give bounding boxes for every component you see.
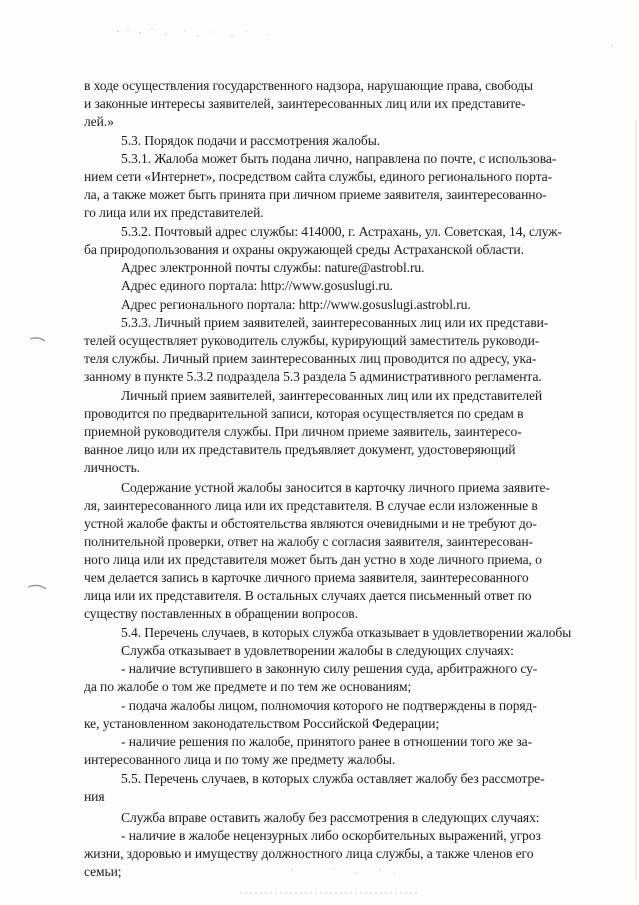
text-line: семьи; xyxy=(84,864,122,879)
text-line: лей.» xyxy=(84,114,114,129)
text-line: Служба отказывает в удовлетворении жалобы в следующих случаях: xyxy=(121,643,514,658)
section-heading: 5.4. Перечень случаев, в которых служба отказывает в удовлетворении жалобы xyxy=(121,625,572,640)
text-line: Содержание устной жалобы заносится в карточку личного приема заявите- xyxy=(121,480,550,495)
portal-address-line: Адрес единого портала: http://www.gosuslugi.ru. xyxy=(121,278,393,293)
text-line: жизни, здоровью и имуществу должностного лица службы, а также членов его xyxy=(84,846,534,861)
section-heading: 5.5. Перечень случаев, в которых служба оставляет жалобу без рассмотре- xyxy=(121,771,545,786)
text-line: ванное лицо или их представитель предъявляет документ, удостоверяющий xyxy=(84,442,516,457)
text-line: Служба вправе оставить жалобу без рассмотрения в следующих случаях: xyxy=(121,810,540,825)
list-item: - наличие вступившего в законную силу решения суда, арбитражного су- xyxy=(121,661,538,676)
section-heading: 5.3. Порядок подачи и рассмотрения жалобы. xyxy=(121,133,381,148)
text-line: лица или их представителя. В остальных случаях дается письменный ответ по xyxy=(84,588,532,603)
text-line: личность. xyxy=(84,460,140,475)
email-address-line: Адрес электронной почты службы: nature@astrobl.ru. xyxy=(121,260,425,275)
text-line: приемной руководителя службы. При личном приеме заявитель, заинтересо- xyxy=(84,424,522,439)
text-line: ного лица или их представителя может быть дан устно в ходе личного приема, о xyxy=(84,552,542,567)
text-line: 5.3.3. Личный прием заявителей, заинтересованных лиц или их представи- xyxy=(121,315,549,330)
text-line: полнительной проверки, ответ на жалобу с согласия заявителя, заинтересован- xyxy=(84,534,533,549)
text-line: го лица или их представителей. xyxy=(84,205,264,220)
text-line: проводится по предварительной записи, которая осуществляется по средам в xyxy=(84,406,524,421)
text-line: да по жалобе о том же предмете и по тем же основаниям; xyxy=(84,679,412,694)
text-line: телей осуществляет руководитель службы, курирующий заместитель руководи- xyxy=(84,333,540,348)
text-line: ния xyxy=(84,789,105,804)
text-line: интересованного лица и по тому же предмету жалобы. xyxy=(84,752,396,767)
text-line: ба природопользования и охраны окружающей среды Астраханской области. xyxy=(84,242,524,257)
list-item: - наличие в жалобе нецензурных либо оскорбительных выражений, угроз xyxy=(121,828,541,843)
text-line: ля, заинтересованного лица или их представителя. В случае если изложенные в xyxy=(84,498,538,513)
text-line: чем делается запись в карточке личного приема заявителя, заинтересованного xyxy=(84,570,529,585)
text-line: 5.3.2. Почтовый адрес службы: 414000, г. Астрахань, ул. Советская, 14, служ- xyxy=(121,224,562,239)
text-line: нием сети «Интернет», посредством сайта службы, единого регионального порта- xyxy=(84,169,553,184)
regional-portal-line: Адрес регионального портала: http://www.gosuslugi.astrobl.ru. xyxy=(121,297,471,312)
list-item: - наличие решения по жалобе, принятого ранее в отношении того же за- xyxy=(121,734,533,749)
text-line: и законные интересы заявителей, заинтересованных лиц или их представите- xyxy=(84,96,526,111)
text-line: ла, а также может быть принята при личном приеме заявителя, заинтересованно- xyxy=(84,187,547,202)
text-line: Личный прием заявителей, заинтересованных лиц или их представителей xyxy=(121,388,543,403)
text-line: в ходе осуществления государственного надзора, нарушающие права, свободы xyxy=(84,78,533,93)
text-line: устной жалобе факты и обстоятельства являются очевидными и не требуют до- xyxy=(84,516,537,531)
text-line: существу поставленных в обращении вопросов. xyxy=(84,606,358,621)
text-line: занному в пункте 5.3.2 подраздела 5.3 раздела 5 административного регламента. xyxy=(84,369,542,384)
text-line: теля службы. Личный прием заинтересованных лиц проводится по адресу, ука- xyxy=(84,351,537,366)
text-line: 5.3.1. Жалоба может быть подана лично, направлена по почте, с использова- xyxy=(121,151,557,166)
text-line: ке, установленном законодательством Российской Федерации; xyxy=(84,716,440,731)
list-item: - подача жалобы лицом, полномочия которого не подтверждены в поряд- xyxy=(121,698,537,713)
